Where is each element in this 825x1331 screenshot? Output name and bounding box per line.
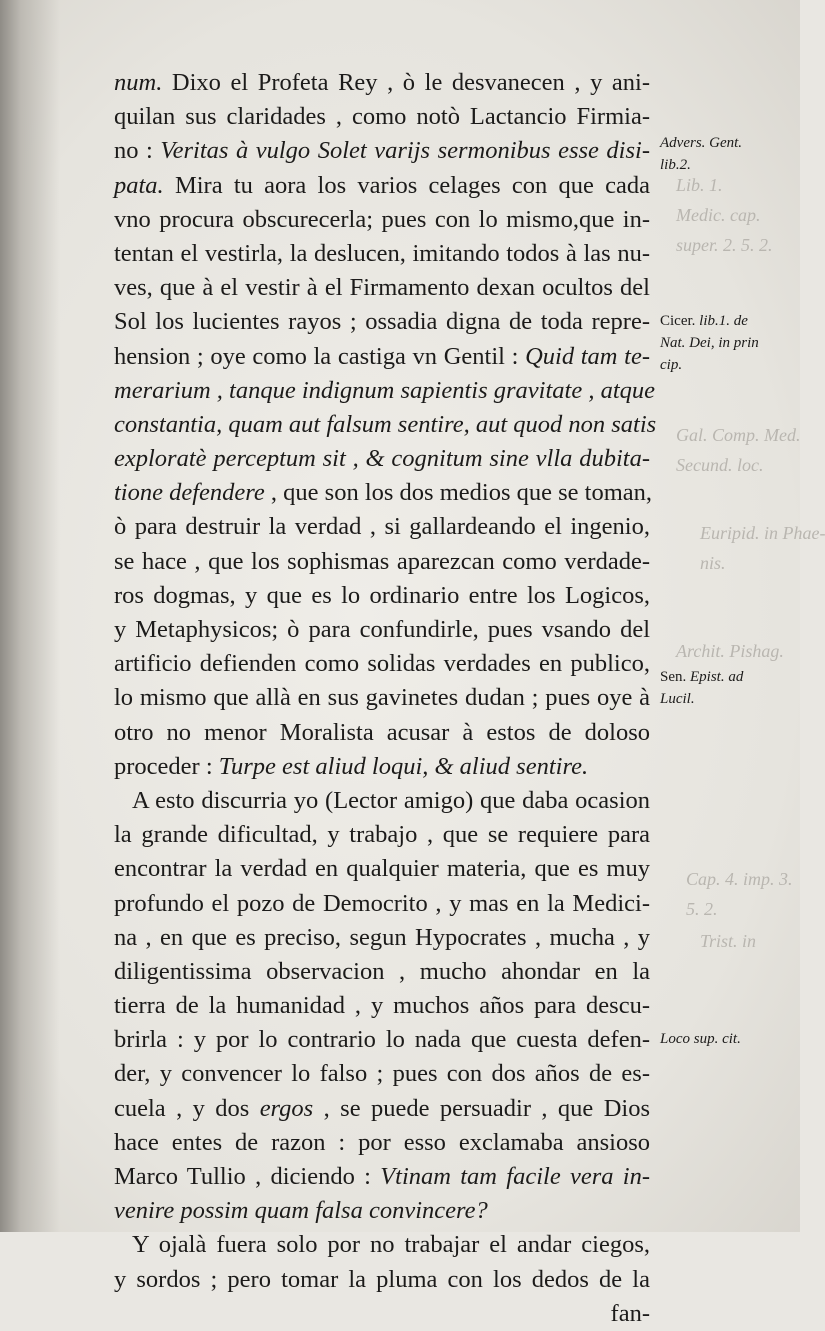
italic-segment: Quid tam te- xyxy=(525,342,651,370)
text-line xyxy=(114,647,650,681)
text-segment: encontrar la verdad en qualquier materia, que es muy xyxy=(114,855,650,883)
text-line xyxy=(114,1160,650,1194)
text-line xyxy=(114,955,650,989)
text-line xyxy=(114,1297,650,1331)
margin-note-line xyxy=(660,666,790,688)
italic-segment: exploratè perceptum sit , & cognitum sine vlla dubita- xyxy=(114,445,650,473)
text-line xyxy=(114,510,650,544)
text-line xyxy=(114,852,650,886)
text-line xyxy=(114,1228,650,1262)
text-segment: se hace , que los sophismas aparezcan como verdade- xyxy=(114,547,650,575)
italic-segment: num. xyxy=(114,69,163,96)
italic-segment: lib.2. xyxy=(660,157,691,173)
text-segment: , que son los dos medios que se toman, xyxy=(264,479,652,507)
text-line xyxy=(114,1126,650,1160)
text-segment: la grande dificultad, y trabajo , que se requiere para xyxy=(114,821,650,849)
text-line xyxy=(114,818,650,852)
text-line xyxy=(114,681,650,715)
text-line xyxy=(114,887,650,921)
text-segment: y sordos ; pero tomar la pluma con los dedos de la xyxy=(114,1265,650,1293)
italic-segment: Nat. Dei, in prin xyxy=(660,335,759,351)
text-segment: Marco Tullio , diciendo : xyxy=(114,1163,381,1190)
italic-segment: venire possim quam falsa convincere? xyxy=(114,1197,488,1225)
margin-note-loco-sup-cit xyxy=(660,1028,790,1050)
text-line xyxy=(114,1057,650,1091)
text-segment: quilan sus claridades , como notò Lactancio Firmia- xyxy=(114,103,650,131)
margin-note-line xyxy=(660,354,790,376)
text-segment: , se puede persuadir , que Dios xyxy=(313,1094,650,1122)
margin-note-line xyxy=(660,132,790,154)
text-line xyxy=(114,203,650,237)
text-line xyxy=(114,579,650,613)
text-line xyxy=(114,750,650,784)
text-segment: ves, que à el vestir à el Firmamento dexan ocultos del xyxy=(114,274,650,302)
bleed-through-text: Cap. 4. imp. 3. 5. 2. xyxy=(686,869,793,919)
text-segment: y Metaphysicos; ò para confundirle, pues vsando del xyxy=(114,616,650,643)
text-segment: vno procura obscurecerla; pues con lo mismo,que in- xyxy=(114,205,650,233)
text-line xyxy=(114,442,650,476)
text-line xyxy=(114,1092,650,1126)
italic-segment: Loco sup. cit. xyxy=(660,1031,741,1047)
text-line xyxy=(114,271,650,305)
margin-note-line xyxy=(660,688,790,710)
text-segment: ros dogmas, y que es lo ordinario entre los Logicos, xyxy=(114,581,650,609)
text-segment: hension ; oye como la castiga vn Gentil : xyxy=(114,342,526,370)
text-line xyxy=(114,134,650,168)
italic-segment: ergos xyxy=(259,1094,314,1122)
text-line xyxy=(114,237,650,271)
spine-shadow xyxy=(0,0,60,1232)
text-segment: brirla : y por lo contrario lo nada que cuesta defen- xyxy=(114,1026,650,1054)
bleed-through-text: Archit. Pishag. xyxy=(676,641,784,661)
text-line xyxy=(114,1194,650,1228)
margin-note-seneca xyxy=(660,666,790,710)
text-segment: proceder : xyxy=(114,752,219,780)
text-segment: lo mismo que allà en sus gavinetes dudan ; pues oye à xyxy=(114,684,650,712)
italic-segment: Epist. ad xyxy=(690,669,744,685)
text-segment: artificio defienden como solidas verdades en publico, xyxy=(114,650,650,678)
text-segment: na , en que es preciso, segun Hypocrates , mucha , y xyxy=(114,923,650,951)
margin-note-advers-gent xyxy=(660,132,790,176)
italic-segment: tione defendere xyxy=(114,479,265,507)
text-segment: hace entes de razon : por esso exclamaba ansioso xyxy=(114,1128,650,1156)
text-line xyxy=(114,989,650,1023)
bleed-through-text: Gal. Comp. Med. Secund. loc. xyxy=(676,425,801,475)
text-line xyxy=(114,374,655,408)
text-line xyxy=(114,921,650,955)
text-line xyxy=(114,305,650,339)
bleed-through-text: Lib. 1. Medic. cap. super. 2. 5. 2. xyxy=(676,175,773,255)
text-segment: Y ojalà fuera solo por no trabajar el andar ciegos, xyxy=(132,1231,650,1259)
text-segment: fan- xyxy=(610,1299,650,1327)
text-segment: Cicer. xyxy=(660,313,700,329)
text-segment: der, y convencer lo falso ; pues con dos años de es- xyxy=(114,1060,650,1088)
italic-segment: merarium , tanque indignum sapientis gravitate , atque xyxy=(114,376,655,404)
text-line xyxy=(114,66,650,100)
italic-segment: Lucil. xyxy=(660,691,695,707)
margin-note-line xyxy=(660,1028,790,1050)
text-segment: Sen. xyxy=(660,669,690,685)
margin-note-line xyxy=(660,310,790,332)
text-line xyxy=(114,1023,650,1057)
text-segment: profundo el pozo de Democrito , y mas en la Medici- xyxy=(114,889,650,917)
text-segment: Mira tu aora los varios celages con que cada xyxy=(163,171,650,199)
text-segment: diligentissima observacion , mucho ahondar en la xyxy=(114,957,650,985)
text-segment: tentan el vestirla, la deslucen, imitando todos à las nu- xyxy=(114,239,650,267)
text-line xyxy=(114,476,650,510)
text-line xyxy=(114,613,650,647)
italic-segment: Veritas à vulgo Solet varijs sermonibus esse disi- xyxy=(160,137,650,165)
text-line xyxy=(114,100,650,134)
margin-note-line xyxy=(660,154,790,176)
text-line xyxy=(114,716,650,750)
bleed-through-text: Trist. in xyxy=(700,931,757,951)
bleed-through-text: Euripid. in Phae- nis. xyxy=(700,523,825,573)
text-line xyxy=(114,340,650,374)
italic-segment: Turpe est aliud loqui, & aliud sentire. xyxy=(218,752,589,780)
italic-segment: pata. xyxy=(114,171,164,199)
text-segment: A esto discurria yo (Lector amigo) que daba ocasion xyxy=(132,786,650,814)
text-segment: no : xyxy=(114,137,161,165)
text-line xyxy=(114,1263,650,1297)
margin-note-cicer xyxy=(660,310,790,376)
main-text-column xyxy=(114,66,657,1331)
margin-note-line xyxy=(660,332,790,354)
text-segment: ò para destruir la verdad , si gallardeando el ingenio, xyxy=(114,513,650,541)
italic-segment: constantia, quam aut falsum sentire, aut quod non satis xyxy=(114,410,657,438)
italic-segment: Vtinam tam facile vera in- xyxy=(380,1163,650,1190)
italic-segment: lib.1. de xyxy=(699,313,748,329)
text-segment: Dixo el Profeta Rey , ò le desvanecen , y ani- xyxy=(162,69,650,96)
text-line xyxy=(114,784,650,818)
text-line xyxy=(114,408,657,442)
italic-segment: cip. xyxy=(660,357,683,373)
text-line xyxy=(114,545,650,579)
text-segment: otro no menor Moralista acusar à estos de doloso xyxy=(114,718,650,746)
italic-segment: Advers. Gent. xyxy=(660,135,743,151)
text-segment: cuela , y dos xyxy=(114,1094,260,1122)
text-line xyxy=(114,169,650,203)
text-segment: Sol los lucientes rayos ; ossadia digna de toda repre- xyxy=(114,308,650,336)
text-segment: tierra de la humanidad , y muchos años para descu- xyxy=(114,992,650,1020)
